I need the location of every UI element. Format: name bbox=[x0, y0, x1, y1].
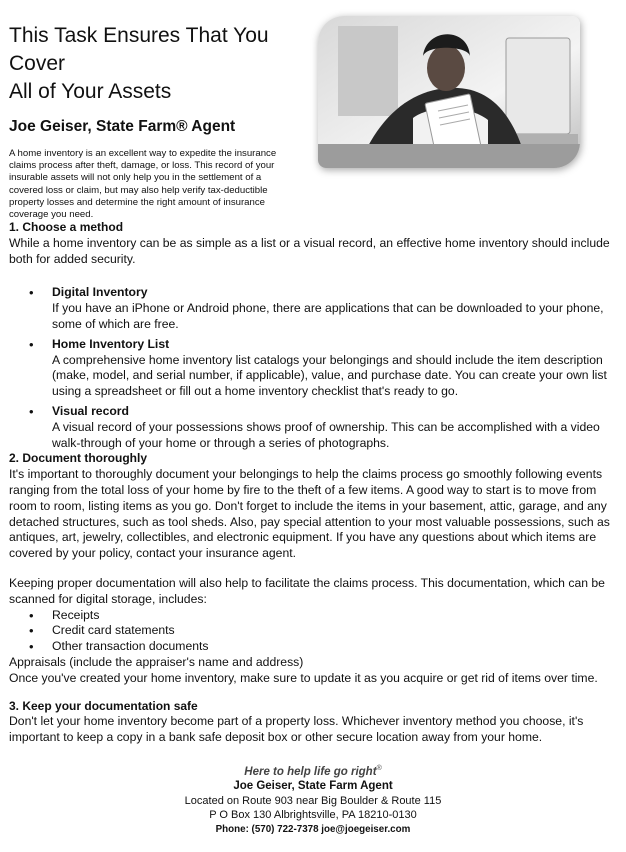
item-title: • Visual record bbox=[52, 403, 129, 418]
agent-name: Joe Geiser, State Farm Agent bbox=[233, 780, 393, 793]
document-paragraph-1: It's important to thoroughly document your belongings to help the claims process go smoothly following events ranging from the total loss of your home by fire to the theft of a few items. A good way to start is to move from room to room, listing items as you go. Don't forget to include the items in your basement, attic, garage, and any detached structures, such as tool sheds. Also, pay special attention to your most valuable possessions, such as antiques, art, jewelry, collectibles, and electronic equipment. If you have any questions about which items are covered by your policy, contact your insurance agent. bbox=[9, 467, 610, 561]
page-title bbox=[9, 22, 309, 106]
title-line-3: All of Your Assets bbox=[9, 80, 172, 103]
document-paragraph-2: Keeping proper documentation will also help to facilitate the claims process. This documentation, which can be scanned for digital storage, includes: bbox=[9, 575, 605, 606]
tagline bbox=[0, 762, 626, 779]
list-item: • Credit card statements bbox=[9, 623, 614, 639]
intro-paragraph: A home inventory is an excellent way to expedite the insurance claims process after theft, damage, or loss. This record of your insurable assets will not only help you in the settlement of a covered loss or claim, but may also help verify tax-deductible property losses and determine the right amount of insurance coverage you need. bbox=[9, 148, 277, 221]
title-line-1: This Task Ensures That You bbox=[9, 24, 269, 47]
title-line-2: Cover bbox=[9, 52, 66, 75]
item-text: If you have an iPhone or Android phone, there are applications that can be downloaded to your phone, some of which are free. bbox=[52, 301, 604, 331]
item-text: A comprehensive home inventory list catalogs your belongings and should include the item description (make, model, and serial number, if applicable), value, and purchase date. You can create your own list using a spreadsheet or fill out a home inventory checklist that's ready to go. bbox=[52, 352, 607, 399]
item-title: • Home Inventory List bbox=[52, 336, 170, 351]
address-line-1: Located on Route 903 near Big Boulder & Route 115 bbox=[184, 794, 442, 807]
list-item bbox=[9, 337, 614, 400]
contact-line: Phone: (570) 722-7378 joe@joegeiser.com bbox=[215, 823, 411, 835]
footer-contact-block bbox=[0, 762, 626, 837]
section-heading-method: 1. Choose a method bbox=[9, 220, 124, 234]
list-item: • Receipts bbox=[9, 608, 614, 624]
item-title: • Digital Inventory bbox=[52, 285, 148, 300]
registered-mark: ® bbox=[376, 765, 382, 772]
item-text: A visual record of your possessions shows proof of ownership. This can be accomplished with a video walk-through of your home or through a series of photographs. bbox=[52, 419, 600, 450]
list-item: • Other transaction documents bbox=[9, 639, 614, 655]
main-content bbox=[9, 220, 614, 746]
agent-heading: Joe Geiser, State Farm® Agent bbox=[9, 118, 236, 135]
method-list bbox=[9, 285, 614, 451]
tagline-text: Here to help life go right bbox=[244, 765, 377, 778]
list-item bbox=[9, 404, 614, 451]
documentation-list bbox=[9, 608, 614, 655]
address-line-2: P O Box 130 Albrightsville, PA 18210-0130 bbox=[209, 809, 417, 822]
woman-with-laptop-photo bbox=[318, 16, 580, 168]
section-heading-document: 2. Document thoroughly bbox=[9, 451, 147, 466]
update-line: Once you've created your home inventory, make sure to update it as you acquire or get rid of items over time. bbox=[9, 670, 598, 685]
method-intro: While a home inventory can be as simple as a list or a visual record, an effective home inventory should include both for added security. bbox=[9, 235, 610, 266]
appraisals-line: Appraisals (include the appraiser's name and address) bbox=[9, 654, 304, 669]
list-item bbox=[9, 285, 614, 332]
safe-paragraph: Don't let your home inventory become part of a property loss. Whichever inventory method you choose, it's important to keep a copy in a bank safe deposit box or other secure location away from your home. bbox=[9, 714, 584, 745]
section-heading-safe: 3. Keep your documentation safe bbox=[9, 698, 198, 713]
